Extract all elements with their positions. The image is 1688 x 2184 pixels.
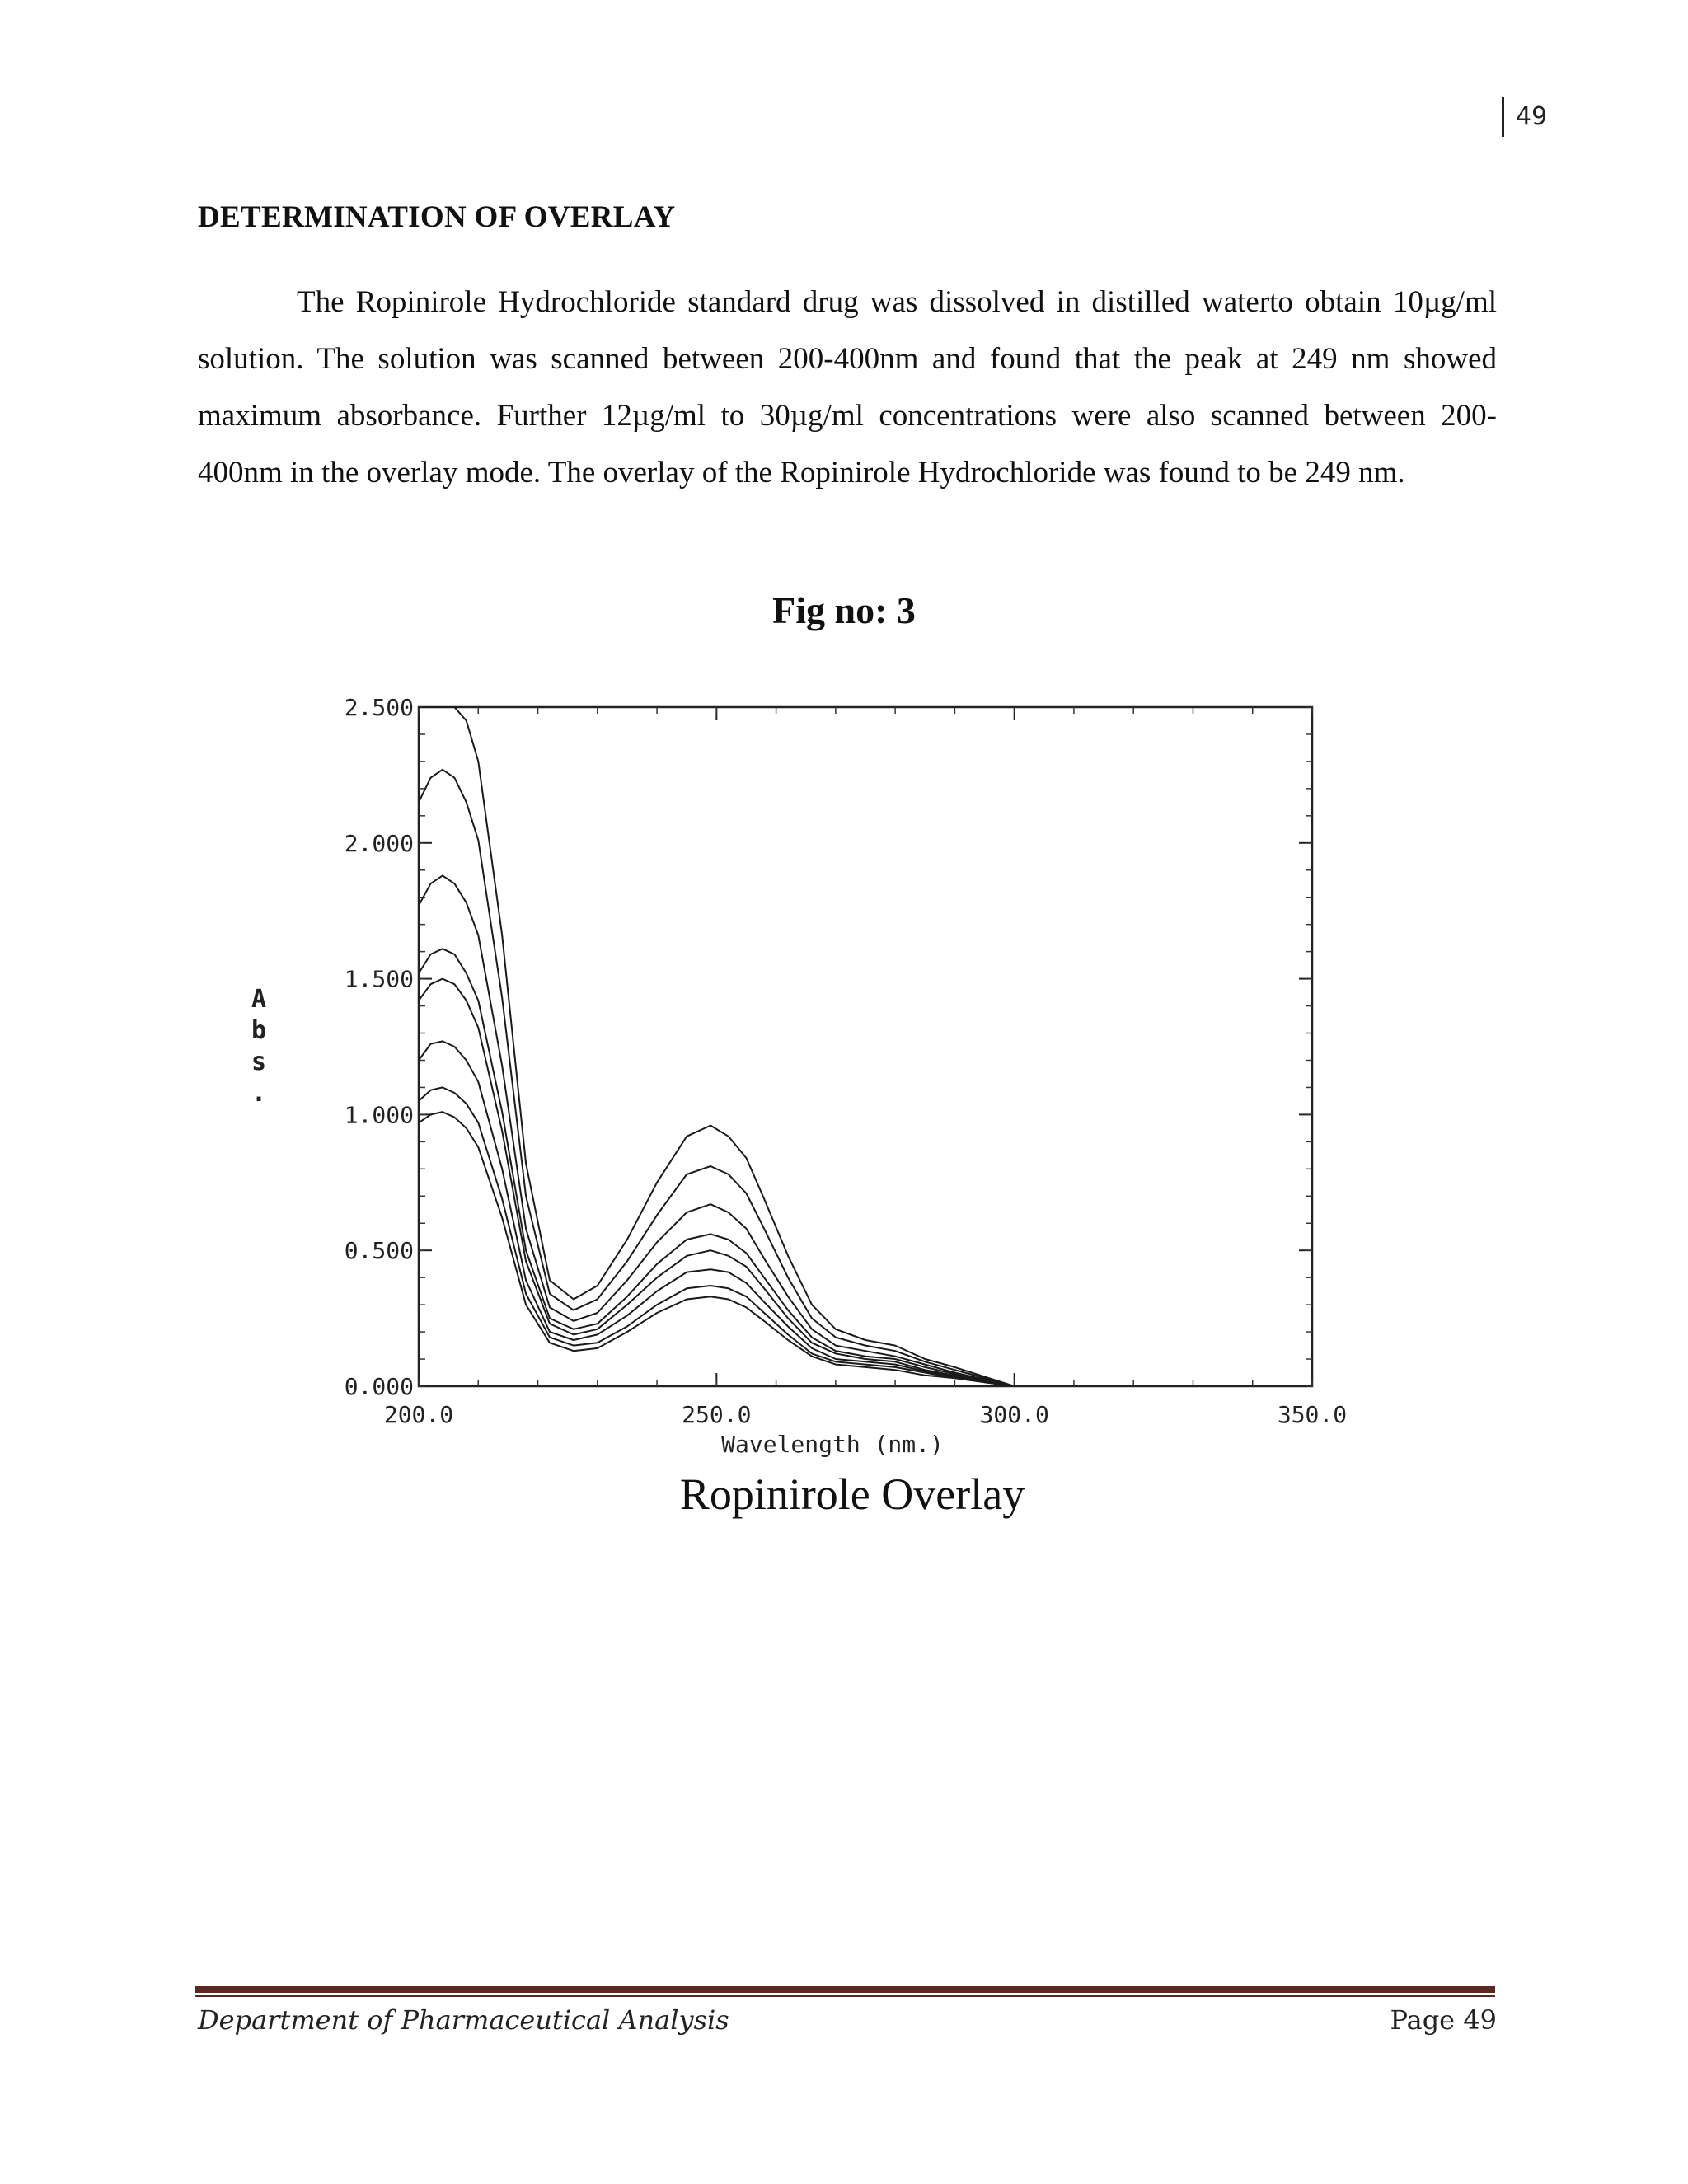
figure-label: Fig no: 3 bbox=[772, 589, 916, 631]
y-axis-label-char: s bbox=[251, 1047, 267, 1076]
footer-page-number: Page 49 bbox=[1390, 2004, 1497, 2036]
plot-frame bbox=[419, 707, 1312, 1386]
series-line bbox=[419, 979, 1015, 1386]
x-tick-label: 350.0 bbox=[1277, 1401, 1348, 1428]
series-line bbox=[419, 770, 1015, 1386]
chart-title: Ropinirole Overlay bbox=[679, 1469, 1025, 1519]
page-number: 49 bbox=[1502, 97, 1547, 137]
y-axis-label-char: . bbox=[251, 1079, 267, 1108]
x-axis-label: Wavelength (nm.) bbox=[721, 1431, 944, 1458]
y-tick-label: 2.500 bbox=[344, 694, 414, 721]
y-axis-label-char: A bbox=[251, 985, 267, 1014]
x-tick-label: 200.0 bbox=[383, 1401, 454, 1428]
x-tick-label: 250.0 bbox=[682, 1401, 752, 1428]
y-tick-label: 0.500 bbox=[344, 1237, 414, 1265]
series-line bbox=[419, 875, 1015, 1386]
y-axis-label-char: b bbox=[251, 1016, 267, 1045]
footer-rule bbox=[195, 1986, 1495, 1993]
x-tick-label: 300.0 bbox=[979, 1401, 1049, 1428]
overlay-chart bbox=[214, 651, 1368, 1467]
y-tick-label: 1.500 bbox=[344, 965, 414, 993]
footer-department: Department of Pharmaceutical Analysis bbox=[198, 2004, 729, 2036]
section-heading: DETERMINATION OF OVERLAY bbox=[198, 200, 676, 234]
series-line bbox=[419, 1112, 1015, 1386]
footer-rule-thin bbox=[195, 1995, 1495, 1997]
y-tick-label: 1.000 bbox=[344, 1101, 414, 1129]
series-line bbox=[419, 1041, 1015, 1386]
y-tick-label: 2.000 bbox=[344, 829, 414, 857]
y-tick-label: 0.000 bbox=[344, 1373, 414, 1400]
body-paragraph: The Ropinirole Hydrochloride standard drug was dissolved in distilled waterto obtain 10µg/ml solution. The solution was scanned between 200-400nm and found that the peak at 249 nm showed maximum absorbance. Further 12µg/ml to 30µg/ml concentrations were also scanned between 200-400nm in the overlay mode. The overlay of the Ropinirole Hydrochloride was found to be 249 nm. bbox=[198, 285, 1497, 490]
